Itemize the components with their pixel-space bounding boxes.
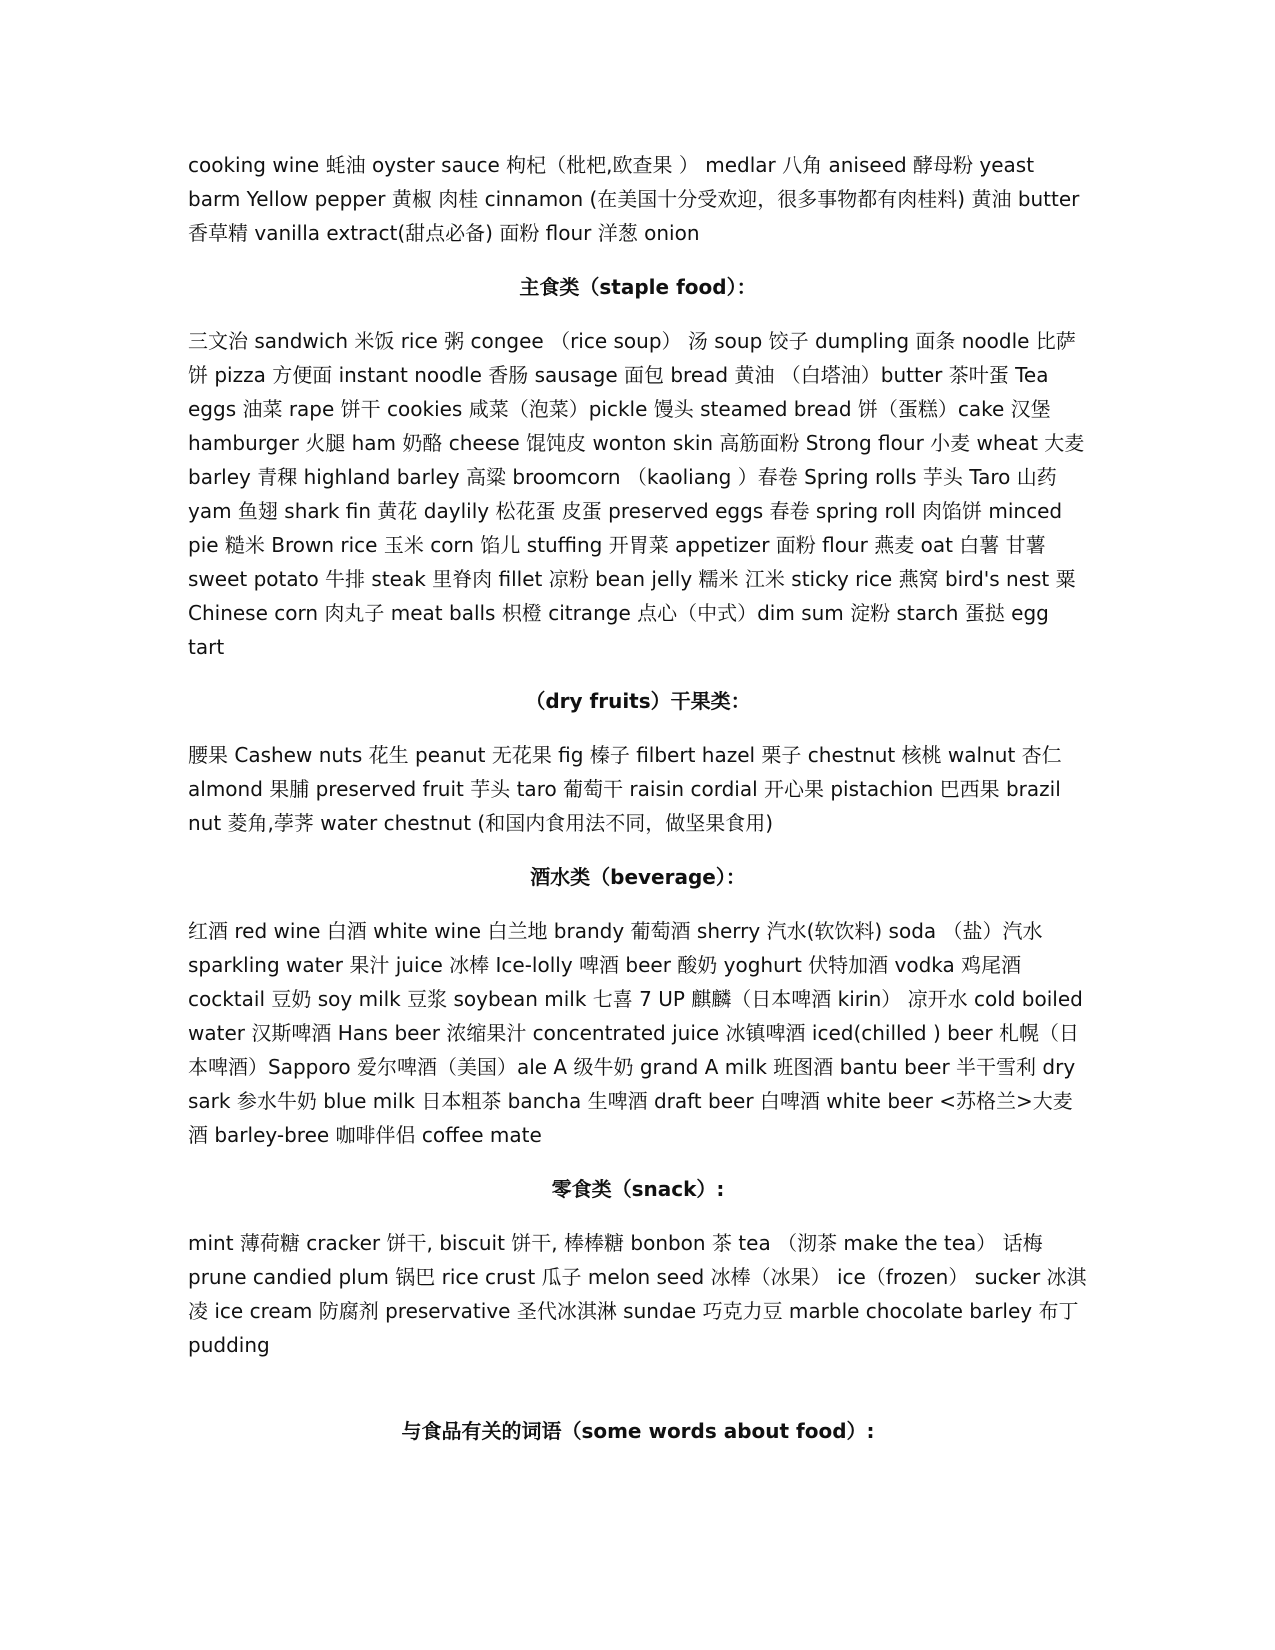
paragraph-dry-fruits: 腰果 Cashew nuts 花生 peanut 无花果 fig 榛子 filbert hazel 栗子 chestnut 核桃 walnut 杏仁 almond 果脯 preserved fruit 芋头 taro 葡萄干 raisin cordial 开心果 pistachion 巴西果 brazil nut 菱角,荸荠 water chestnut (和国内食用法不同，做坚果食用) bbox=[188, 743, 1062, 835]
heading-snack: 零食类（snack）: bbox=[551, 1177, 725, 1201]
heading-staple-food: 主食类（staple food）： bbox=[519, 275, 757, 299]
heading-words-about-food: 与食品有关的词语（some words about food）: bbox=[401, 1419, 875, 1443]
paragraph-staple-food: 三文治 sandwich 米饭 rice 粥 congee （rice soup） 汤 soup 饺子 dumpling 面条 noodle 比萨饼 pizza 方便面 instant noodle 香肠 sausage 面包 bread 黄油 （白塔油）butter 茶叶蛋 Tea eggs 油菜 rape 饼干 cookies 咸菜（泡菜）pickle 馒头 steamed bread 饼（蛋糕）cake 汉堡 hamburger 火腿 ham 奶酪 cheese 馄饨皮 wonton skin 高筋面粉 Strong flour 小麦 wheat 大麦 barley 青稞 highland barley 高粱 broomcorn （kaoliang ）春卷 Spring rolls 芋头 Taro 山药 yam 鱼翅 shark fin 黄花 daylily 松花蛋 皮蛋 preserved eggs 春卷 spring roll 肉馅饼 minced pie 糙米 Brown rice 玉米 corn 馅儿 stuffing 开胃菜 appetizer 面粉 flour 燕麦 oat 白薯 甘薯 sweet potato 牛排 steak 里脊肉 fillet 凉粉 bean jelly 糯米 江米 sticky rice 燕窝 bird's nest 粟 Chinese corn 肉丸子 meat balls 枳橙 citrange 点心（中式）dim sum 淀粉 starch 蛋挞 egg tart bbox=[188, 329, 1085, 659]
heading-dry-fruits: （dry fruits）干果类： bbox=[525, 689, 751, 713]
document-page bbox=[188, 148, 1088, 1448]
paragraph-beverage: 红酒 red wine 白酒 white wine 白兰地 brandy 葡萄酒 sherry 汽水(软饮料) soda （盐）汽水 sparkling water 果汁 juice 冰棒 Ice-lolly 啤酒 beer 酸奶 yoghurt 伏特加酒 vodka 鸡尾酒 cocktail 豆奶 soy milk 豆浆 soybean milk 七喜 7 UP 麒麟（日本啤酒 kirin） 凉开水 cold boiled water 汉斯啤酒 Hans beer 浓缩果汁 concentrated juice 冰镇啤酒 iced(chilled ) beer 札幌（日本啤酒）Sapporo 爱尔啤酒（美国）ale A 级牛奶 grand A milk 班图酒 bantu beer 半干雪利 dry sark 参水牛奶 blue milk 日本粗茶 bancha 生啤酒 draft beer 白啤酒 white beer <苏格兰>大麦酒 barley-bree 咖啡伴侣 coffee mate bbox=[188, 919, 1083, 1147]
heading-beverage: 酒水类（beverage）： bbox=[530, 865, 746, 889]
intro-paragraph: cooking wine 蚝油 oyster sauce 枸杞（枇杷,欧查果 ） medlar 八角 aniseed 酵母粉 yeast barm Yellow pepper 黄椒 肉桂 cinnamon (在美国十分受欢迎，很多事物都有肉桂料) 黄油 butter 香草精 vanilla extract(甜点必备) 面粉 flour 洋葱 onion bbox=[188, 153, 1080, 245]
paragraph-snack: mint 薄荷糖 cracker 饼干, biscuit 饼干, 棒棒糖 bonbon 茶 tea （沏茶 make the tea） 话梅 prune candied plum 锅巴 rice crust 瓜子 melon seed 冰棒（冰果） ice（frozen） sucker 冰淇凌 ice cream 防腐剂 preservative 圣代冰淇淋 sundae 巧克力豆 marble chocolate barley 布丁 pudding bbox=[188, 1231, 1087, 1357]
